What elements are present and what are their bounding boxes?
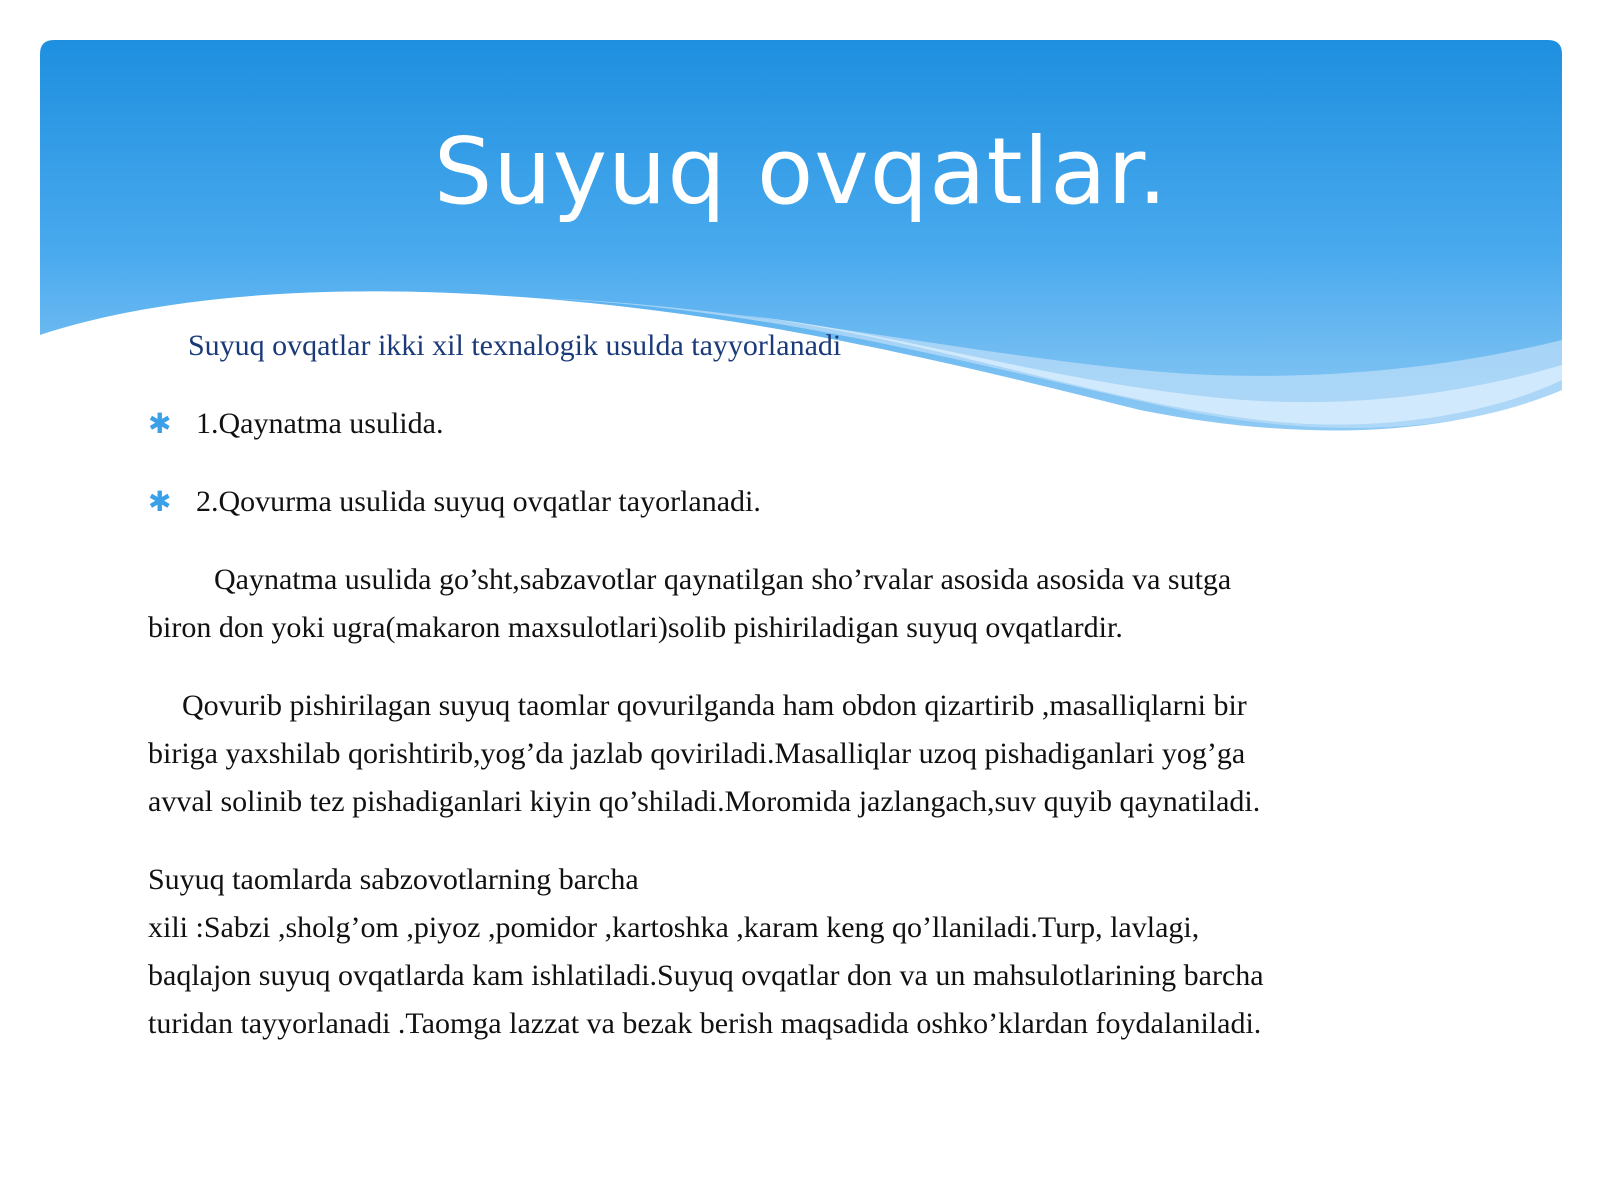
paragraph-line: xili :Sabzi ,sholg’om ,piyoz ,pomidor ,kartoshka ,karam keng qo’llaniladi.Turp, lavlagi, xyxy=(148,911,1200,944)
slide-body xyxy=(148,322,1428,1078)
asterisk-bullet-icon: ✱ xyxy=(148,485,172,518)
paragraph-line: baqlajon suyuq ovqatlarda kam ishlatiladi.Suyuq ovqatlar don va un mahsulotlarining barcha xyxy=(148,959,1264,992)
bullet-text: 1.Qaynatma usulida. xyxy=(196,407,444,440)
bullet-item xyxy=(148,478,1428,526)
intro-text: Suyuq ovqatlar ikki xil texnalogik usulda tayyorlanadi xyxy=(188,329,842,362)
paragraph-line: biriga yaxshilab qorishtirib,yog’da jazlab qoviriladi.Masalliqlar uzoq pishadiganlari yog’ga xyxy=(148,737,1246,770)
paragraph-boiling-method xyxy=(148,556,1428,652)
paragraph-line: Qovurib pishirilagan suyuq taomlar qovurilganda ham obdon qizartirib ,masalliqlarni bir xyxy=(182,689,1247,722)
paragraph-line: turidan tayyorlanadi .Taomga lazzat va bezak berish maqsadida oshko’klardan foydalaniladi. xyxy=(148,1007,1262,1040)
paragraph-line: avval solinib tez pishadiganlari kiyin qo’shiladi.Moromida jazlangach,suv quyib qaynatiladi. xyxy=(148,785,1261,818)
paragraph-line: Suyuq taomlarda sabzovotlarning barcha xyxy=(148,863,639,896)
paragraph-frying-method xyxy=(148,682,1428,826)
paragraph-line: Qaynatma usulida go’sht,sabzavotlar qaynatilgan sho’rvalar asosida asosida va sutga xyxy=(214,563,1232,596)
paragraph-line: biron don yoki ugra(makaron maxsulotlari)solib pishiriladigan suyuq ovqatlardir. xyxy=(148,611,1123,644)
asterisk-bullet-icon: ✱ xyxy=(148,407,172,440)
bullet-text: 2.Qovurma usulida suyuq ovqatlar tayorlanadi. xyxy=(196,485,761,518)
bullet-item xyxy=(148,400,1428,448)
slide-title: Suyuq ovqatlar. xyxy=(433,118,1169,225)
paragraph-vegetables xyxy=(148,856,1428,1048)
